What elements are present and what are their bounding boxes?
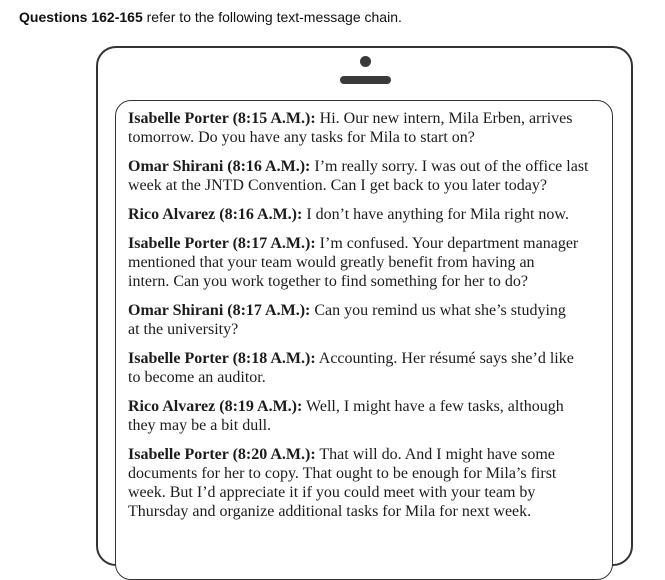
message-line: tomorrow. Do you have any tasks for Mila to start on? [128, 129, 475, 146]
message-sender: Rico Alvarez (8:19 A.M.): [128, 398, 303, 415]
message-line: documents for her to copy. That ought to be enough for Mila’s first [128, 465, 557, 482]
camera-icon [360, 56, 371, 67]
message-text: I’m really sorry. I was out of the office last [310, 158, 589, 175]
question-range: Questions 162-165 [19, 9, 143, 25]
message-chain [128, 109, 608, 531]
message [128, 157, 608, 195]
message-line [128, 445, 608, 464]
message-line: to become an auditor. [128, 369, 266, 386]
question-instruction: refer to the following text-message chain. [142, 9, 402, 25]
message [128, 445, 608, 521]
message [128, 234, 608, 291]
message-text: Hi. Our new intern, Mila Erben, arrives [315, 110, 573, 127]
message-line: week at the JNTD Convention. Can I get back to you later today? [128, 177, 547, 194]
message-text: I don’t have anything for Mila right now. [302, 206, 569, 223]
message-sender: Isabelle Porter (8:20 A.M.): [128, 446, 316, 463]
message-line: at the university? [128, 321, 239, 338]
message-sender: Omar Shirani (8:17 A.M.): [128, 302, 311, 319]
message [128, 349, 608, 387]
message-line: Thursday and organize additional tasks for Mila for next week. [128, 503, 532, 520]
message-line: week. But I’d appreciate it if you could meet with your team by [128, 484, 536, 501]
phone-frame [96, 46, 633, 566]
message [128, 205, 608, 224]
message-line [128, 157, 608, 176]
message-text: Well, I might have a few tasks, although [302, 398, 564, 415]
message-sender: Omar Shirani (8:16 A.M.): [128, 158, 311, 175]
message-text: I’m confused. Your department manager [315, 235, 579, 252]
message-text: Accounting. Her résumé says she’d like [315, 350, 574, 367]
message-sender: Isabelle Porter (8:15 A.M.): [128, 110, 316, 127]
message-line: mentioned that your team would greatly benefit from having an [128, 254, 535, 271]
message-line [128, 301, 608, 320]
message-text: That will do. And I might have some [315, 446, 555, 463]
message-line: intern. Can you work together to find something for her to do? [128, 273, 528, 290]
message-line [128, 234, 608, 253]
message-sender: Rico Alvarez (8:16 A.M.): [128, 206, 303, 223]
message-line [128, 349, 608, 368]
message [128, 109, 608, 147]
message-sender: Isabelle Porter (8:17 A.M.): [128, 235, 316, 252]
message [128, 397, 608, 435]
message-line [128, 397, 608, 416]
message [128, 301, 608, 339]
phone-screen [115, 100, 613, 580]
message-sender: Isabelle Porter (8:18 A.M.): [128, 350, 316, 367]
message-line [128, 109, 608, 128]
speaker-icon [340, 76, 391, 84]
message-text: Can you remind us what she’s studying [310, 302, 566, 319]
message-line: they may be a bit dull. [128, 417, 272, 434]
message-line [128, 205, 608, 224]
question-heading [19, 8, 402, 26]
